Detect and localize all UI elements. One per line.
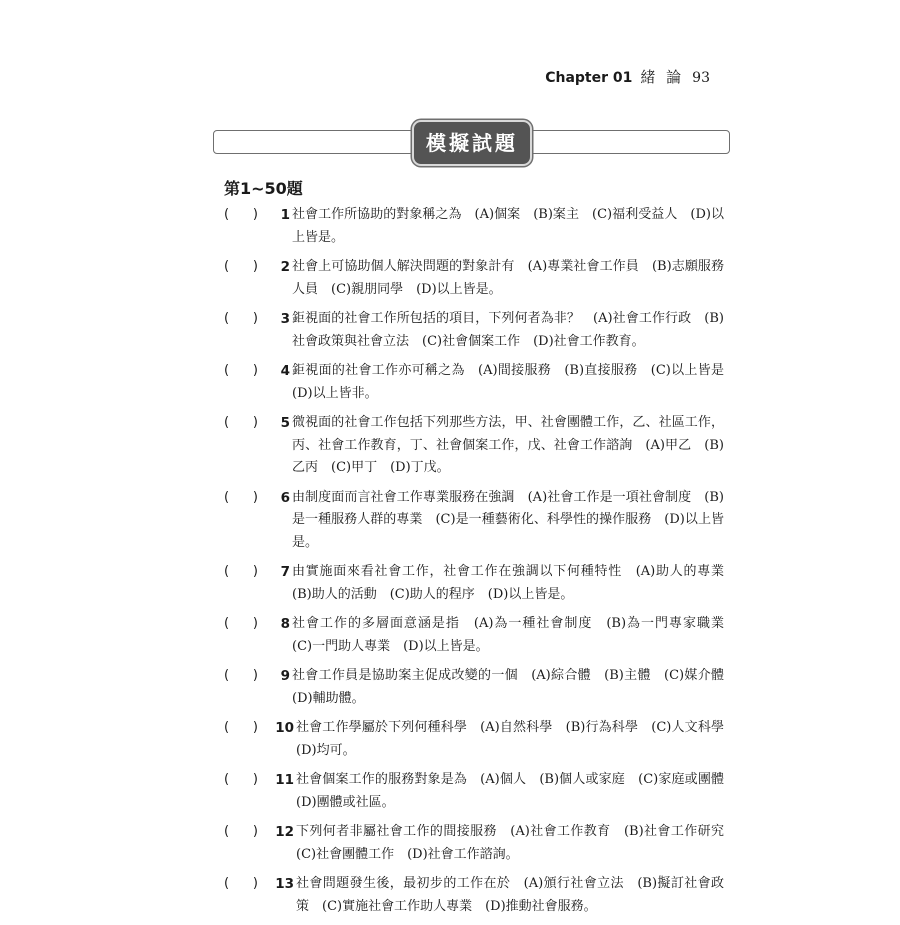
answer-blank[interactable]: ( ) — [224, 824, 258, 839]
question-number: 5 — [280, 415, 290, 431]
page-title: 模擬試題 — [412, 120, 532, 166]
question-text: 鉅視面的社會工作亦可稱之為 (A)間接服務 (B)直接服務 (C)以上皆是 (D)以上皆非。 — [292, 363, 738, 401]
question-number: 7 — [280, 564, 290, 580]
answer-blank[interactable]: ( ) — [224, 489, 258, 505]
question-number: 9 — [280, 668, 290, 684]
question-text: 社會問題發生後，最初步的工作在於 (A)頒行社會立法 (B)擬訂社會政策 (C)實施社會工作助人專業 (D)推動社會服務。 — [296, 876, 724, 914]
answer-blank[interactable]: ( ) — [224, 720, 258, 735]
question-list — [224, 204, 738, 925]
chapter-title: 緒 論 — [640, 68, 685, 86]
question-text: 由制度面而言社會工作專業服務在強調 (A)社會工作是一項社會制度 (B)是一種服務人群的專業 (C)是一種藝術化、科學性的操作服務 (D)以上皆是。 — [292, 489, 724, 550]
answer-blank[interactable]: ( ) — [224, 772, 258, 787]
question-text: 由實施面來看社會工作，社會工作在強調以下何種特性 (A)助人的專業 (B)助人的活動 (C)助人的程序 (D)以上皆是。 — [292, 564, 738, 602]
question-text: 社會上可協助個人解決問題的對象計有 (A)專業社會工作員 (B)志願服務人員 (C)親朋同學 (D)以上皆是。 — [292, 259, 724, 297]
section-heading: 第1~50題 — [224, 179, 303, 198]
question-item — [224, 412, 724, 480]
question-item — [224, 873, 724, 918]
page-number: 93 — [692, 70, 710, 86]
answer-blank[interactable]: ( ) — [224, 616, 258, 631]
question-text: 微視面的社會工作包括下列那些方法，甲、社會團體工作，乙、社區工作，丙、社會工作教育，丁、社會個案工作，戊、社會工作諮詢 (A)甲乙 (B)乙丙 (C)甲丁 (D)丁戊。 — [292, 415, 724, 475]
answer-blank[interactable]: ( ) — [224, 415, 258, 430]
answer-blank[interactable]: ( ) — [224, 668, 258, 683]
question-number: 8 — [280, 616, 290, 632]
question-number: 1 — [280, 207, 290, 223]
question-text: 社會個案工作的服務對象是為 (A)個人 (B)個人或家庭 (C)家庭或團體 (D)團體或社區。 — [296, 772, 738, 810]
question-number: 6 — [280, 489, 290, 506]
running-header — [545, 66, 710, 87]
question-item — [224, 665, 738, 710]
question-number: 2 — [280, 259, 290, 275]
question-item — [224, 769, 738, 814]
answer-blank[interactable]: ( ) — [224, 311, 258, 326]
question-item — [224, 613, 738, 658]
question-text: 社會工作員是協助案主促成改變的一個 (A)綜合體 (B)主體 (C)媒介體 (D)輔助體。 — [292, 668, 738, 706]
question-item — [224, 561, 738, 606]
question-item — [224, 360, 738, 405]
question-text: 社會工作學屬於下列何種科學 (A)自然科學 (B)行為科學 (C)人文科學 (D)均可。 — [296, 720, 738, 758]
answer-blank[interactable]: ( ) — [224, 876, 258, 891]
question-text: 鉅視面的社會工作所包括的項目，下列何者為非？ (A)社會工作行政 (B)社會政策與社會立法 (C)社會個案工作 (D)社會工作教育。 — [292, 311, 724, 349]
question-item — [224, 717, 738, 762]
question-item — [224, 821, 738, 866]
question-number: 10 — [275, 720, 294, 736]
answer-blank[interactable]: ( ) — [224, 564, 258, 579]
question-item — [224, 256, 724, 301]
question-text: 社會工作所協助的對象稱之為 (A)個案 (B)案主 (C)福利受益人 (D)以上皆是。 — [292, 207, 724, 245]
question-number: 4 — [280, 363, 290, 379]
answer-blank[interactable]: ( ) — [224, 363, 258, 378]
chapter-label: Chapter 01 — [545, 70, 633, 86]
question-item — [224, 204, 724, 249]
answer-blank[interactable]: ( ) — [224, 259, 258, 274]
question-item — [224, 487, 724, 555]
question-number: 13 — [275, 876, 294, 892]
question-number: 3 — [280, 311, 290, 327]
answer-blank[interactable]: ( ) — [224, 207, 258, 222]
question-text: 下列何者非屬社會工作的間接服務 (A)社會工作教育 (B)社會工作研究 (C)社會團體工作 (D)社會工作諮詢。 — [296, 824, 738, 862]
question-number: 12 — [275, 824, 294, 840]
question-number: 11 — [275, 772, 294, 788]
question-item — [224, 308, 724, 353]
question-text: 社會工作的多層面意涵是指 (A)為一種社會制度 (B)為一門專家職業 (C)一門助人專業 (D)以上皆是。 — [292, 616, 738, 654]
